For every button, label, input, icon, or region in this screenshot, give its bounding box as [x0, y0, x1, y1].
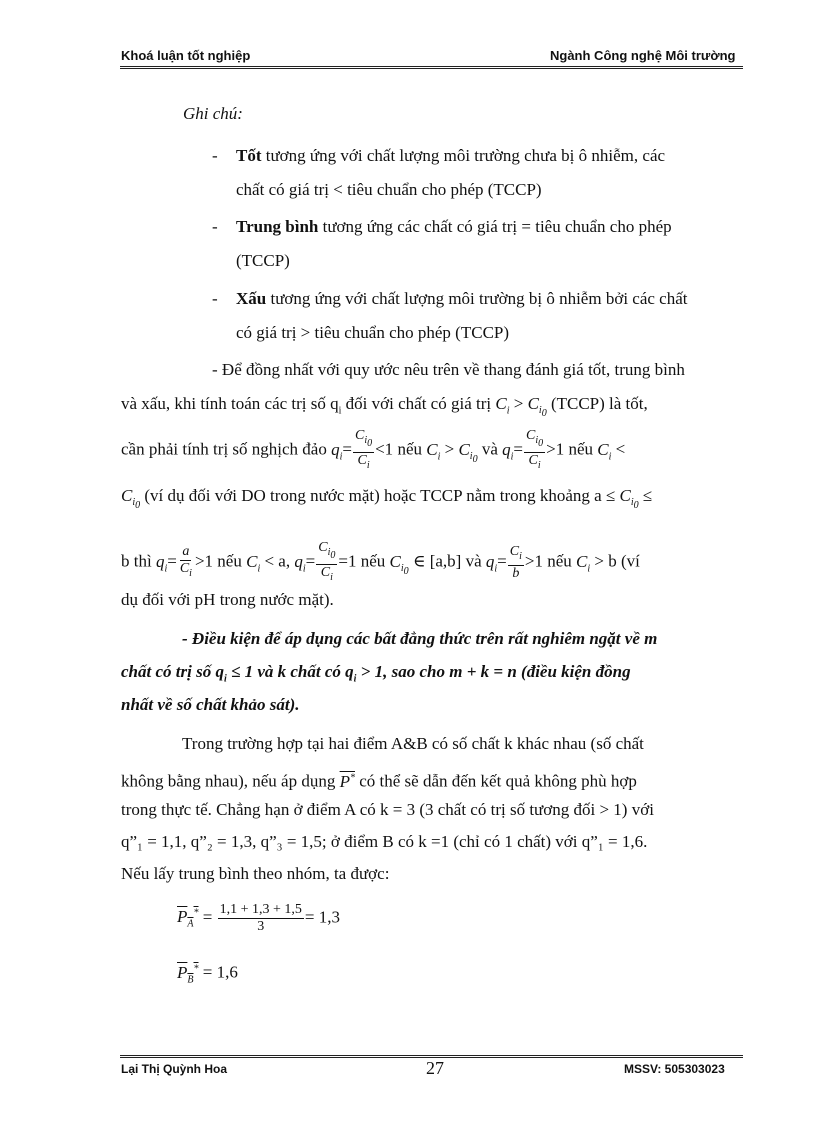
para1-line5: b thì $q_i=$ $\frac{a}{C_i}$ >1 nếu $C_i < a$, $q_i=$ $\frac{C_{i_0}}{C_i}$ =1 nếu $C_{i_0}$ ∈ [a,b] và $q_i=$ $\frac{C_i}{b}$ >1 nếu $C_i > b$ (ví	[121, 540, 640, 586]
math-fraction: $\frac{C_{i_0}}{C_i}$	[354, 428, 373, 471]
header-rule	[120, 66, 743, 67]
math-fraction: $\frac{C_{i_0}}{C_i}$	[526, 428, 544, 471]
math-ci0: $C_{i_0}$	[527, 394, 547, 420]
note-text: tương ứng với chất lượng môi trường chưa bị ô nhiễm, các	[261, 146, 666, 165]
para1-text: > b (ví	[590, 551, 640, 571]
formula-a-den: 3	[257, 919, 265, 934]
para1-text: < a,	[260, 551, 295, 571]
para3-line4: q”₁ = 1,1, q”₂ = 1,3, q”₃ = 1,5; ở điểm B có k =1 (chỉ có 1 chất) với q”₁ = 1,6.	[121, 832, 648, 851]
note-dash: -	[212, 289, 218, 308]
para2-text: ≤ 1 và k chất có q	[226, 662, 354, 681]
header-rule-2	[120, 68, 743, 69]
note-term: Xấu	[236, 289, 267, 308]
note-term: Tốt	[236, 146, 262, 165]
footer-rule	[120, 1055, 743, 1056]
para2-line3: nhất về số chất khảo sát).	[121, 695, 300, 714]
para3-text: có thể sẽ dẫn đến kết quả không phù hợp	[354, 771, 637, 791]
para1-text: và xấu, khi tính toán các trị số q	[121, 394, 339, 413]
para1-line3: cần phải tính trị số nghịch đảo $q_i=$ $\frac{C_{i_0}}{C_i}$ <1 nếu $C_i > C_{i_0}$ và $q_i=$ $\frac{C_{i_0}}{C_i}$ >1 nếu $C_i$ <	[121, 428, 625, 474]
para1-line4: $C_{i_0}$ (ví dụ đối với DO trong nước mặt) hoặc TCCP nằm trong khoảng $a \le C_{i_0}$ ≤	[121, 486, 653, 512]
formula-pa: $P_A^*$ = $\frac{1,1 + 1,3 + 1,5}{3}$ = 1,3	[177, 902, 340, 934]
para2-text: > 1, sao cho m + k = n (điều kiện đồng	[356, 662, 631, 681]
formula-pb	[177, 958, 238, 991]
math-ci: $C_i$	[495, 394, 510, 417]
math-qi: $q_i$	[331, 439, 343, 463]
note-line: (TCCP)	[236, 251, 290, 270]
note-dash: -	[212, 146, 218, 165]
math-pstar: P*	[339, 771, 355, 791]
formula-a-fraction	[218, 902, 304, 935]
math-pa: $P_A^*$	[177, 907, 199, 930]
formula-b-result: = 1,6	[202, 962, 238, 982]
note-line	[236, 216, 672, 238]
note-text: tương ứng các chất có giá trị = tiêu chuẩn cho phép	[318, 217, 672, 236]
note-term: Trung bình	[236, 217, 319, 236]
para1-line2: và xấu, khi tính toán các trị số $q_i$ đối với chất có giá trị $C_i > C_{i_0}$ (TCCP) là tốt,	[121, 394, 648, 420]
para2-text: chất có trị số q	[121, 662, 224, 681]
para1-text: (TCCP) là tốt,	[546, 394, 648, 413]
para1-text: nếu	[542, 551, 577, 571]
footer-student-id: MSSV: 505303023	[624, 1062, 725, 1076]
math-fraction: $\frac{C_{i_0}}{C_i}$	[318, 540, 336, 583]
math-fraction: $\frac{a}{C_i}$	[179, 543, 192, 579]
formula-a-result: = 1,3	[304, 907, 340, 927]
para1-text: đối với chất có giá trị	[341, 394, 496, 413]
para3-text: không bằng nhau), nếu áp dụng	[121, 771, 340, 791]
note-line: có giá trị > tiêu chuẩn cho phép (TCCP)	[236, 323, 510, 342]
para1-line1: - Để đồng nhất với quy ước nêu trên về thang đánh giá tốt, trung bình	[212, 360, 685, 379]
header-right: Ngành Công nghệ Môi trường	[550, 48, 736, 63]
para1-line6: dụ đối với pH trong nước mặt).	[121, 590, 334, 609]
para2-line1: - Điều kiện để áp dụng các bất đẳng thức trên rất nghiêm ngặt về m	[182, 629, 658, 648]
para1-text: cần phải tính trị số nghịch đảo	[121, 439, 332, 459]
para3-line3: trong thực tế. Chẳng hạn ở điểm A có k = 3 (3 chất có trị số tương đối > 1) với	[121, 800, 654, 819]
para1-text: nếu	[393, 439, 427, 459]
para3-line5: Nếu lấy trung bình theo nhóm, ta được:	[121, 864, 390, 883]
para3-line1: Trong trường hợp tại hai điểm A&B có số chất k khác nhau (số chất	[182, 734, 644, 753]
note-text: tương ứng với chất lượng môi trường bị ô nhiễm bởi các chất	[266, 289, 688, 308]
note-line	[236, 288, 688, 310]
math-fraction: $\frac{C_i}{b}$	[509, 543, 522, 581]
para1-text: nếu	[564, 439, 598, 459]
note-dash: -	[212, 217, 218, 236]
note-line: chất có giá trị < tiêu chuẩn cho phép (TCCP)	[236, 180, 542, 199]
para1-text: (ví dụ đối với DO trong nước mặt) hoặc TCCP nằm trong khoảng a ≤	[140, 486, 620, 505]
para1-text: nếu	[213, 551, 247, 571]
math-pb: $P_B^*$	[177, 962, 199, 986]
para2-line2: chất có trị số $q_i \le 1$ và k chất có $q_i > 1$, sao cho m + k = n (điều kiện đồng	[121, 662, 631, 685]
note-line	[236, 145, 665, 167]
note-title: Ghi chú:	[183, 104, 243, 123]
page-number: 27	[426, 1058, 444, 1078]
para1-text: nếu	[356, 551, 390, 571]
para1-text: ∈ [a,b] và	[408, 551, 486, 571]
para1-text: và	[477, 439, 503, 459]
para3-line2	[121, 767, 637, 793]
footer-author: Lại Thị Quỳnh Hoa	[121, 1062, 228, 1076]
header-left: Khoá luận tốt nghiệp	[121, 48, 251, 63]
formula-a-num: 1,1 + 1,3 + 1,5	[219, 902, 302, 917]
para1-text: b thì	[121, 551, 156, 571]
